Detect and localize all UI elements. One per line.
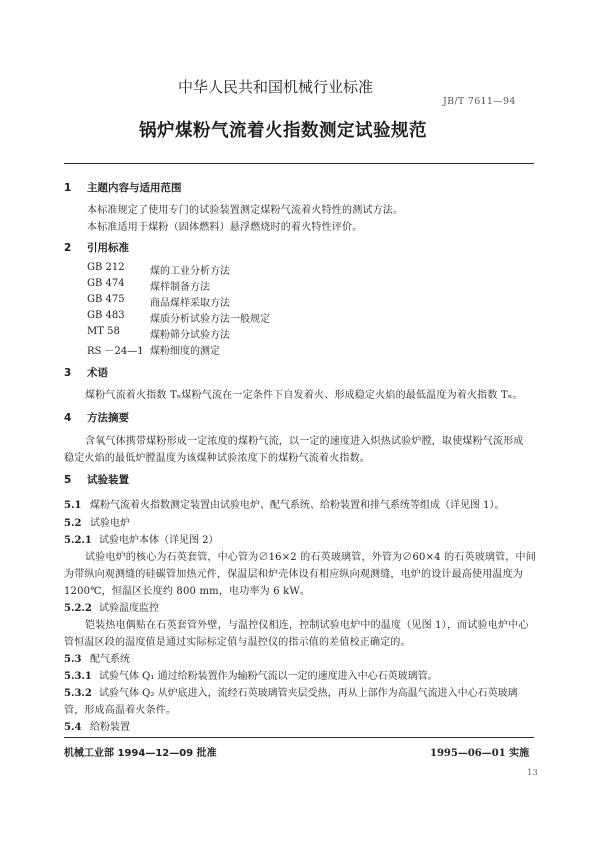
clause-5-1 bbox=[64, 496, 505, 511]
section-1-heading bbox=[64, 180, 182, 195]
paragraph-line: 1200℃，恒温区长度约 800 mm，电功率为 6 kW。 bbox=[64, 586, 311, 597]
clause-5-3 bbox=[64, 650, 130, 665]
clause-number: 5.3 bbox=[64, 654, 82, 665]
clause-text: 试验电炉 bbox=[90, 518, 130, 529]
clause-text: 试验电炉本体（详见图 2） bbox=[99, 535, 219, 546]
reference-title: 商品煤样采取方法 bbox=[150, 298, 230, 309]
clause-text: 试验气体 Q₂ 从炉底进入，流经石英玻璃管夹层受热，再从上部作为高温气流进入中心石英玻璃 bbox=[99, 688, 518, 699]
clause-text: 给粉装置 bbox=[90, 722, 130, 733]
reference-code: GB 212 bbox=[87, 262, 125, 273]
section-title: 方法摘要 bbox=[87, 412, 129, 424]
footer-divider bbox=[64, 737, 534, 738]
clause-number: 5.2.2 bbox=[64, 603, 92, 614]
section-4-heading bbox=[64, 410, 129, 425]
paragraph: 含氧气体携带煤粉形成一定浓度的煤粉气流，以一定的速度进入炽热试验炉膛，取使煤粉气流形成 bbox=[85, 436, 524, 447]
reference-title: 煤粉细度的测定 bbox=[150, 346, 220, 357]
section-title: 引用标准 bbox=[87, 242, 129, 254]
clause-number: 5.3.2 bbox=[64, 688, 92, 699]
clause-text: 配气系统 bbox=[90, 654, 130, 665]
section-number: 2 bbox=[64, 242, 72, 254]
clause-number: 5.2 bbox=[64, 518, 82, 529]
section-number: 4 bbox=[64, 412, 72, 424]
section-title: 术语 bbox=[87, 367, 108, 379]
header-divider bbox=[64, 163, 534, 164]
reference-code: RS －24—1 bbox=[87, 346, 144, 357]
paragraph: 本标准适用于煤粉（固体燃料）悬浮燃烧时的着火特性评价。 bbox=[87, 222, 363, 233]
section-number: 1 bbox=[64, 182, 72, 194]
paragraph-line: 为带纵向观测缝的硅碳管加热元件，保温层和炉壳体设有相应纵向观测缝，电炉的设计最高使用温度为 bbox=[64, 569, 523, 580]
clause-text: 试验温度监控 bbox=[99, 603, 159, 614]
section-title: 试验装置 bbox=[87, 474, 129, 486]
clause-number: 5.2.1 bbox=[64, 535, 92, 546]
reference-title: 煤的工业分析方法 bbox=[150, 266, 230, 277]
clause-5-3-2 bbox=[64, 684, 518, 699]
implementation-date: 1995—06—01 实施 bbox=[430, 748, 530, 759]
section-title: 主题内容与适用范围 bbox=[87, 182, 182, 194]
paragraph: 本标准规定了使用专门的试验装置测定煤粉气流着火特性的测试方法。 bbox=[87, 205, 404, 216]
reference-title: 煤样制备方法 bbox=[150, 282, 210, 293]
reference-code: GB 475 bbox=[87, 294, 125, 305]
paragraph: 稳定火焰的最低炉膛温度为该煤种试验浓度下的煤粉气流着火指数。 bbox=[64, 453, 370, 464]
section-3-heading bbox=[64, 365, 108, 380]
clause-number: 5.4 bbox=[64, 722, 82, 733]
paragraph-line: 管，形成高温着火条件。 bbox=[64, 705, 177, 716]
clause-5-2-2 bbox=[64, 599, 159, 614]
clause-number: 5.1 bbox=[64, 500, 82, 511]
clause-5-2-1 bbox=[64, 531, 219, 546]
paragraph-line: 试验电炉的核心为石英套管，中心管为∅16×2 的石英玻璃管，外管为∅60×4 的石英玻璃管，中间 bbox=[85, 552, 536, 563]
reference-title: 煤质分析试验方法一般规定 bbox=[150, 314, 270, 325]
section-number: 3 bbox=[64, 367, 72, 379]
approval-date: 机械工业部 1994—12—09 批准 bbox=[64, 748, 217, 759]
clause-text: 煤粉气流着火指数测定装置由试验电炉、配气系统、给粉装置和排气系统等组成（详见图 1）。 bbox=[90, 500, 505, 511]
organization-title: 中华人民共和国机械行业标准 bbox=[178, 78, 374, 96]
clause-5-2 bbox=[64, 514, 130, 529]
reference-title: 煤粉筛分试验方法 bbox=[150, 330, 230, 341]
reference-code: MT 58 bbox=[87, 326, 120, 337]
clause-5-4 bbox=[64, 718, 130, 733]
standard-number: JB/T 7611—94 bbox=[443, 96, 516, 107]
paragraph-line: 管恒温区段的温度值是通过实际标定值与温控仪的指示值的差值校正确定的。 bbox=[64, 637, 411, 648]
clause-text: 试验气体 Q₁ 通过给粉装置作为输粉气流以一定的速度进入中心石英玻璃管。 bbox=[99, 671, 438, 682]
reference-code: GB 483 bbox=[87, 310, 125, 321]
section-2-heading bbox=[64, 240, 129, 255]
section-5-heading bbox=[64, 472, 129, 487]
clause-number: 5.3.1 bbox=[64, 671, 92, 682]
page-number: 13 bbox=[527, 768, 538, 778]
paragraph: 煤粉气流着火指数 Tₙ煤粉气流在一定条件下自发着火、形成稳定火焰的最低温度为着火指数 Tₙ。 bbox=[85, 390, 523, 401]
reference-code: GB 474 bbox=[87, 278, 125, 289]
clause-5-3-1 bbox=[64, 667, 438, 682]
document-title: 锅炉煤粉气流着火指数测定试验规范 bbox=[139, 121, 427, 141]
section-number: 5 bbox=[64, 474, 72, 486]
paragraph-line: 铠装热电偶贴在石英套管外壁，与温控仪相连，控制试验电炉中的温度（见图 1），而试验电炉中心 bbox=[85, 620, 529, 631]
